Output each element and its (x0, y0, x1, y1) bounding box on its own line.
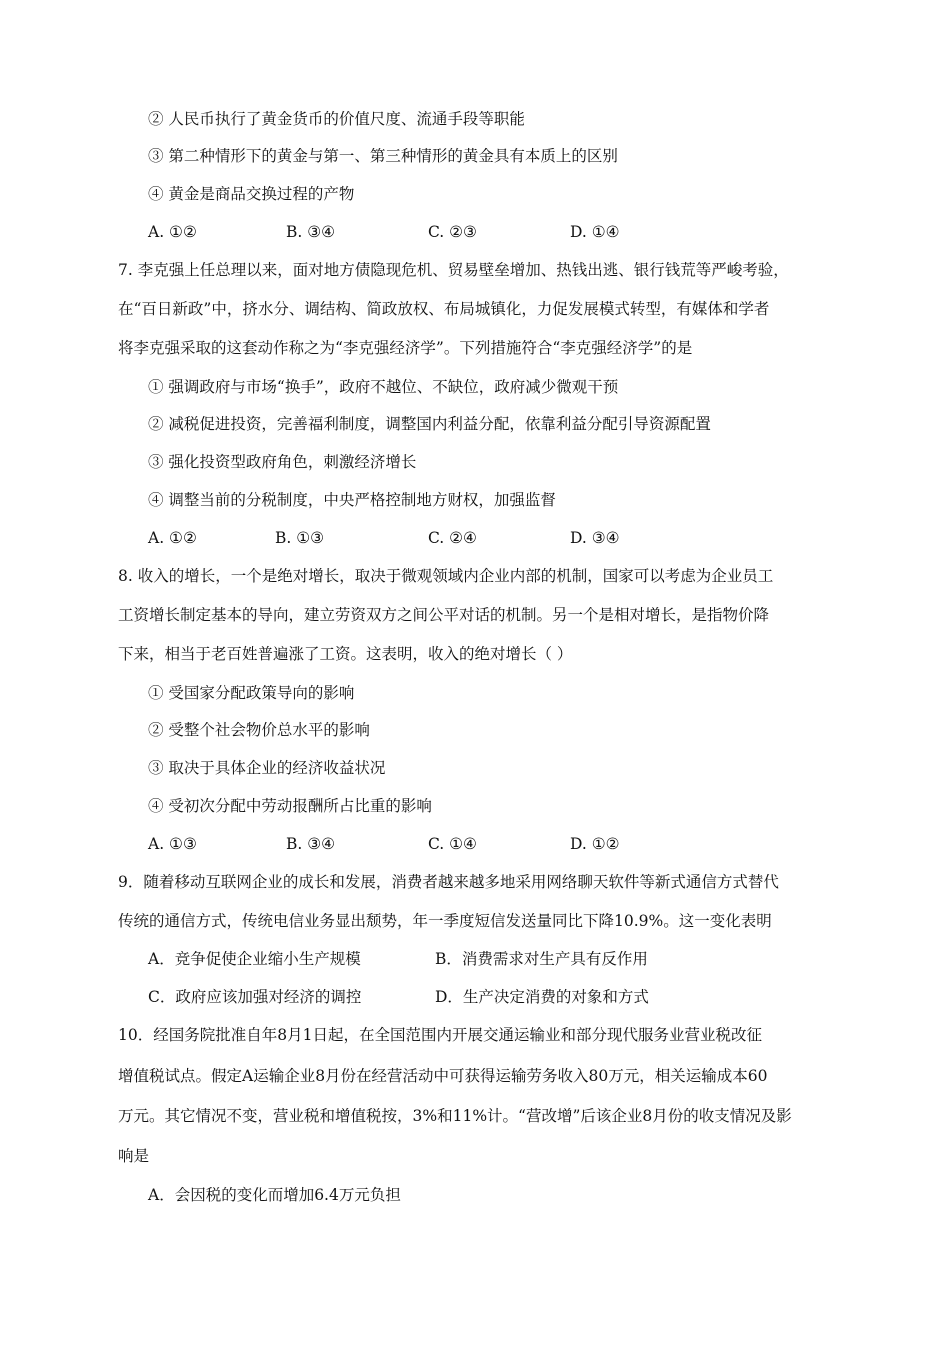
q10-option-a: A．会因税的变化而增加6.4万元负担 (148, 1186, 401, 1204)
q9-option-c: C．政府应该加强对经济的调控 (148, 988, 362, 1006)
q9-stem-line-2: 传统的通信方式，传统电信业务显出颓势，年一季度短信发送量同比下降10.9%。这一变化表明 (118, 912, 772, 930)
q8-stem-line-2: 工资增长制定基本的导向，建立劳资双方之间公平对话的机制。另一个是相对增长，是指物价降 (118, 606, 770, 624)
q8-stem-line-1: 8. 收入的增长，一个是绝对增长，取决于微观领域内企业内部的机制，国家可以考虑为企业员工 (118, 567, 774, 585)
q8-option-d: D. ①② (570, 835, 620, 853)
q9-option-b: B．消费需求对生产具有反作用 (435, 950, 648, 968)
q8-item-3: ③ 取决于具体企业的经济收益状况 (148, 759, 386, 777)
q7-option-a: A. ①② (148, 529, 197, 547)
q8-item-2: ② 受整个社会物价总水平的影响 (148, 721, 370, 739)
q7-item-1: ① 强调政府与市场“换手”，政府不越位、不缺位，政府减少微观干预 (148, 378, 619, 396)
q8-option-b: B. ③④ (286, 835, 336, 853)
q9-option-a: A．竞争促使企业缩小生产规模 (148, 950, 361, 968)
q8-item-1: ① 受国家分配政策导向的影响 (148, 684, 355, 702)
q9-stem-line-1: 9．随着移动互联网企业的成长和发展，消费者越来越多地采用网络聊天软件等新式通信方式替代 (118, 873, 779, 891)
q7-option-d: D. ③④ (570, 529, 620, 547)
q10-stem-line-4: 响是 (118, 1147, 150, 1165)
q6-item-4: ④ 黄金是商品交换过程的产物 (148, 185, 355, 203)
q7-stem-line-3: 将李克强采取的这套动作称之为“李克强经济学”。下列措施符合“李克强经济学”的是 (118, 339, 693, 357)
q6-option-c: C. ②③ (428, 223, 477, 241)
q9-option-d: D．生产决定消费的对象和方式 (435, 988, 649, 1006)
q7-stem-line-1: 7. 李克强上任总理以来，面对地方债隐现危机、贸易壁垒增加、热钱出逃、银行钱荒等严峻考验， (118, 261, 789, 279)
q7-option-c: C. ②④ (428, 529, 477, 547)
q6-option-a: A. ①② (148, 223, 197, 241)
q8-stem-line-3: 下来，相当于老百姓普遍涨了工资。这表明，收入的绝对增长（ ） (118, 645, 573, 663)
q7-stem-line-2: 在“百日新政”中，挤水分、调结构、简政放权、布局城镇化，力促发展模式转型，有媒体和学者 (118, 300, 770, 318)
q10-stem-line-3: 万元。其它情况不变，营业税和增值税按，3%和11%计。“营改增”后该企业8月份的收支情况及影 (118, 1107, 792, 1125)
q8-option-c: C. ①④ (428, 835, 477, 853)
q6-option-b: B. ③④ (286, 223, 336, 241)
q7-item-4: ④ 调整当前的分税制度，中央严格控制地方财权，加强监督 (148, 491, 556, 509)
q10-stem-line-2: 增值税试点。假定A运输企业8月份在经营活动中可获得运输劳务收入80万元，相关运输成本60 (118, 1067, 768, 1085)
q8-option-a: A. ①③ (148, 835, 197, 853)
q8-item-4: ④ 受初次分配中劳动报酬所占比重的影响 (148, 797, 432, 815)
q6-item-3: ③ 第二种情形下的黄金与第一、第三种情形的黄金具有本质上的区别 (148, 147, 618, 165)
q7-item-2: ② 减税促进投资，完善福利制度，调整国内利益分配，依靠利益分配引导资源配置 (148, 415, 711, 433)
q10-stem-line-1: 10．经国务院批准自年8月1日起，在全国范围内开展交通运输业和部分现代服务业营业税改征 (118, 1026, 762, 1044)
q7-option-b: B. ①③ (275, 529, 325, 547)
q7-item-3: ③ 强化投资型政府角色，刺激经济增长 (148, 453, 417, 471)
q6-item-2: ② 人民币执行了黄金货币的价值尺度、流通手段等职能 (148, 110, 525, 128)
q6-option-d: D. ①④ (570, 223, 620, 241)
